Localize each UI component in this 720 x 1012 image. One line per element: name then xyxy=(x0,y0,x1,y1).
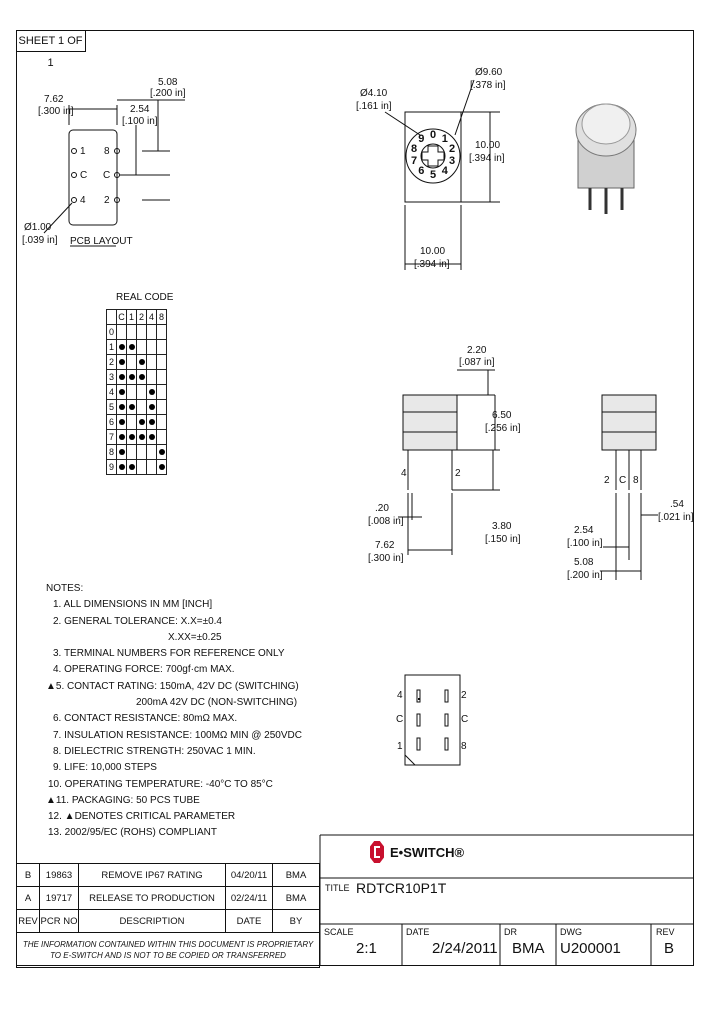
real-code-cell xyxy=(157,400,167,415)
real-code-cell xyxy=(147,415,157,430)
bottom-pin-label: 2 xyxy=(461,690,467,701)
side-pin-left: 4 xyxy=(401,468,407,479)
real-code-cell xyxy=(157,340,167,355)
real-code-position: 2 xyxy=(107,355,117,370)
real-code-header: C xyxy=(117,310,127,325)
by-cell: BMA xyxy=(273,887,320,910)
note-line: 4. OPERATING FORCE: 700gf·cm MAX. xyxy=(53,664,235,676)
real-code-cell xyxy=(117,400,127,415)
end-span-mm: 5.08 xyxy=(574,557,594,568)
dial-digit: 6 xyxy=(418,165,425,178)
real-code-cell xyxy=(137,355,147,370)
width-mm: 10.00 xyxy=(420,246,446,257)
real-code-header: 4 xyxy=(147,310,157,325)
note-line: 200mA 42V DC (NON-SWITCHING) xyxy=(136,697,298,709)
height-mm: 10.00 xyxy=(475,140,501,151)
bottom-pin-label: C xyxy=(461,714,469,725)
real-code-cell xyxy=(137,370,147,385)
real-code-position: 8 xyxy=(107,445,117,460)
real-code-cell xyxy=(157,385,167,400)
on-dot-icon xyxy=(119,434,125,440)
real-code-position: 9 xyxy=(107,460,117,475)
pcb-dim-pitch-mm: 2.54 xyxy=(130,104,150,115)
note-line: 6. CONTACT RESISTANCE: 80mΩ MAX. xyxy=(53,713,238,725)
side-lead-mm: 3.80 xyxy=(492,521,512,532)
real-code-cell xyxy=(157,460,167,475)
real-code-cell xyxy=(117,460,127,475)
on-dot-icon xyxy=(129,404,135,410)
revision-header-row xyxy=(17,910,320,933)
dial-dia-mm: Ø9.60 xyxy=(475,67,503,78)
real-code-position: 3 xyxy=(107,370,117,385)
real-code-row xyxy=(107,385,167,400)
real-code-cell xyxy=(147,325,157,340)
side-body-mm: 6.50 xyxy=(492,410,512,421)
real-code-position: 1 xyxy=(107,340,117,355)
logo-text: E•SWITCH® xyxy=(390,844,465,860)
real-code-cell xyxy=(137,460,147,475)
end-w-in: [.021 in] xyxy=(658,512,694,523)
title-label: TITLE xyxy=(325,883,350,893)
pcb-dim-left-mm: 7.62 xyxy=(44,94,64,105)
rev-cell: A xyxy=(17,887,40,910)
side-top-in: [.087 in] xyxy=(459,357,495,368)
part-title: RDTCR10P1T xyxy=(356,880,447,896)
real-code-cell xyxy=(137,340,147,355)
real-code-table xyxy=(106,309,167,475)
real-code-cell xyxy=(127,445,137,460)
note-line: X.XX=±0.25 xyxy=(168,631,222,643)
note-line: 10. OPERATING TEMPERATURE: -40°C TO 85°C xyxy=(48,778,273,790)
real-code-cell xyxy=(157,370,167,385)
dwg-label: DWG xyxy=(560,927,582,937)
side-pin-right: 2 xyxy=(455,468,461,479)
pcb-hole xyxy=(72,198,77,203)
on-dot-icon xyxy=(149,389,155,395)
note-line: 12. ▲DENOTES CRITICAL PARAMETER xyxy=(48,811,236,823)
on-dot-icon xyxy=(119,404,125,410)
desc-cell: RELEASE TO PRODUCTION xyxy=(79,887,226,910)
eswitch-logo-icon xyxy=(370,841,384,863)
side-thick-mm: .20 xyxy=(375,503,389,514)
on-dot-icon xyxy=(139,419,145,425)
on-dot-icon xyxy=(129,344,135,350)
side-lead-in: [.150 in] xyxy=(485,534,521,545)
pcb-pin-label: 2 xyxy=(104,195,110,206)
sheet-label: SHEET 1 OF 1 xyxy=(16,30,86,52)
dial-dia-in: [.378 in] xyxy=(470,80,506,91)
notes-block xyxy=(46,581,302,842)
on-dot-icon xyxy=(159,449,165,455)
real-code-cell xyxy=(127,415,137,430)
dr-label: DR xyxy=(504,927,517,937)
real-code-header: 8 xyxy=(157,310,167,325)
real-code-cell xyxy=(117,340,127,355)
pcb-hole xyxy=(72,173,77,178)
revision-row xyxy=(17,887,320,910)
scale-value: 2:1 xyxy=(356,940,377,957)
rev-header: REV xyxy=(17,910,40,933)
pcb-dim-top-mm: 5.08 xyxy=(158,77,178,88)
real-code-cell xyxy=(147,430,157,445)
real-code-row xyxy=(107,355,167,370)
dial-digit: 3 xyxy=(449,155,456,168)
side-body-in: [.256 in] xyxy=(485,423,521,434)
dial-digit: 8 xyxy=(410,142,418,155)
note-line: 7. INSULATION RESISTANCE: 100MΩ MIN @ 250VDC xyxy=(53,729,302,741)
on-dot-icon xyxy=(129,464,135,470)
real-code-cell xyxy=(137,325,147,340)
date-cell: 04/20/11 xyxy=(226,864,273,887)
pcb-pin-label: 1 xyxy=(80,146,86,157)
real-code-corner xyxy=(107,310,117,325)
rev-label: REV xyxy=(656,927,675,937)
real-code-cell xyxy=(127,430,137,445)
on-dot-icon xyxy=(129,434,135,440)
disclaimer-line: THE INFORMATION CONTAINED WITHIN THIS DOCUMENT IS PROPRIETARY xyxy=(22,940,314,949)
real-code-row xyxy=(107,325,167,340)
note-line: 1. ALL DIMENSIONS IN MM [INCH] xyxy=(53,599,213,611)
real-code-cell xyxy=(147,340,157,355)
disclaimer-line: TO E-SWITCH AND IS NOT TO BE COPIED OR TRANSFERRED xyxy=(50,951,286,960)
real-code-row xyxy=(107,460,167,475)
note-line: 9. LIFE: 10,000 STEPS xyxy=(53,762,157,774)
endview-body xyxy=(602,395,656,450)
on-dot-icon xyxy=(119,389,125,395)
pcb-dim-left-in: [.300 in] xyxy=(38,106,74,117)
real-code-cell xyxy=(137,400,147,415)
real-code-cell xyxy=(127,340,137,355)
real-code-cell xyxy=(137,445,147,460)
note-text: 5. CONTACT RATING: 150mA, 42V DC (SWITCHING) xyxy=(55,680,299,692)
end-pin-label: 2 xyxy=(604,475,610,486)
topview-slot xyxy=(422,146,444,166)
rev-value: B xyxy=(664,940,675,957)
note-line: 3. TERMINAL NUMBERS FOR REFERENCE ONLY xyxy=(53,648,285,660)
rev-cell: B xyxy=(17,864,40,887)
bottom-pin-label: 8 xyxy=(461,741,467,752)
dial-digit: 4 xyxy=(441,165,448,178)
width-in: [.394 in] xyxy=(414,259,450,270)
real-code-row xyxy=(107,340,167,355)
real-code-cell xyxy=(137,430,147,445)
bottom-pin-label: 1 xyxy=(397,741,403,752)
sideview-body xyxy=(403,395,457,450)
end-pin-label: C xyxy=(619,475,627,486)
on-dot-icon xyxy=(149,419,155,425)
pcb-layout-label: PCB LAYOUT xyxy=(70,236,133,247)
on-dot-icon xyxy=(139,434,145,440)
desc-header: DESCRIPTION xyxy=(79,910,226,933)
real-code-cell xyxy=(147,385,157,400)
iso-render xyxy=(576,104,636,214)
company-logo xyxy=(370,841,464,863)
real-code-cell xyxy=(117,370,127,385)
note-line: 13. 2002/95/EC (ROHS) COMPLIANT xyxy=(48,827,217,839)
real-code-cell xyxy=(157,355,167,370)
real-code-row xyxy=(107,400,167,415)
real-code-cell xyxy=(117,415,127,430)
scale-label: SCALE xyxy=(324,927,354,937)
real-code-position: 4 xyxy=(107,385,117,400)
bottom-pin-label: C xyxy=(396,714,404,725)
side-span-in: [.300 in] xyxy=(368,553,404,564)
real-code-cell xyxy=(117,430,127,445)
note-text: 11. PACKAGING: 50 PCS TUBE xyxy=(55,794,200,806)
real-code-cell xyxy=(117,325,127,340)
pcr-header: PCR NO xyxy=(40,910,79,933)
knob-dia-in: [.161 in] xyxy=(356,101,392,112)
note-line: 8. DIELECTRIC STRENGTH: 250VAC 1 MIN. xyxy=(53,745,256,757)
real-code-row xyxy=(107,415,167,430)
real-code-cell xyxy=(147,370,157,385)
date-value: 2/24/2011 xyxy=(432,940,498,957)
real-code-cell xyxy=(127,460,137,475)
note-line-critical: ▲5. CONTACT RATING: 150mA, 42V DC (SWITCHING) xyxy=(46,680,299,692)
real-code-position: 5 xyxy=(107,400,117,415)
dial-digit: 9 xyxy=(418,132,425,145)
real-code-cell xyxy=(137,415,147,430)
real-code-header-row xyxy=(107,310,167,325)
end-pitch-mm: 2.54 xyxy=(574,525,594,536)
real-code-position: 7 xyxy=(107,430,117,445)
real-code-cell xyxy=(147,445,157,460)
real-code-row xyxy=(107,430,167,445)
real-code-cell xyxy=(127,355,137,370)
real-code-cell xyxy=(157,415,167,430)
on-dot-icon xyxy=(119,359,125,365)
date-label: DATE xyxy=(406,927,430,937)
real-code-cell xyxy=(127,325,137,340)
real-code-cell xyxy=(157,445,167,460)
dial-digit: 0 xyxy=(430,129,437,141)
end-pitch-in: [.100 in] xyxy=(567,538,603,549)
on-dot-icon xyxy=(149,434,155,440)
dial-digit: 2 xyxy=(449,142,456,155)
on-dot-icon xyxy=(139,374,145,380)
real-code-position: 0 xyxy=(107,325,117,340)
on-dot-icon xyxy=(149,404,155,410)
by-header: BY xyxy=(273,910,320,933)
real-code-cell xyxy=(127,370,137,385)
revision-row xyxy=(17,864,320,887)
real-code-cell xyxy=(147,355,157,370)
date-header: DATE xyxy=(226,910,273,933)
disclaimer-cell xyxy=(17,933,320,968)
real-code-cell xyxy=(117,445,127,460)
on-dot-icon xyxy=(119,344,125,350)
dial-digit: 5 xyxy=(430,169,437,181)
real-code-cell xyxy=(127,385,137,400)
real-code-header: 1 xyxy=(127,310,137,325)
dr-value: BMA xyxy=(512,940,545,957)
pcr-cell: 19717 xyxy=(40,887,79,910)
real-code-header: 2 xyxy=(137,310,147,325)
side-top-mm: 2.20 xyxy=(467,345,487,356)
end-pin-label: 8 xyxy=(633,475,639,486)
by-cell: BMA xyxy=(273,864,320,887)
real-code-row xyxy=(107,370,167,385)
on-dot-icon xyxy=(139,359,145,365)
end-w-mm: .54 xyxy=(670,499,684,510)
real-code-cell xyxy=(137,385,147,400)
pcb-pin-label: 8 xyxy=(104,146,110,157)
on-dot-icon xyxy=(119,419,125,425)
real-code-cell xyxy=(157,430,167,445)
pcb-pin-label: C xyxy=(80,170,88,181)
pcb-hole-mm: Ø1.00 xyxy=(24,222,52,233)
disclaimer-row xyxy=(17,933,320,968)
real-code-cell xyxy=(157,325,167,340)
real-code-cell xyxy=(147,460,157,475)
end-span-in: [.200 in] xyxy=(567,570,603,581)
height-in: [.394 in] xyxy=(469,153,505,164)
pcb-dim-top-in: [.200 in] xyxy=(150,88,186,99)
side-span-mm: 7.62 xyxy=(375,540,395,551)
pcb-pin-label: 4 xyxy=(80,195,86,206)
side-thick-in: [.008 in] xyxy=(368,516,404,527)
pcr-cell: 19863 xyxy=(40,864,79,887)
notes-title: NOTES: xyxy=(46,583,84,594)
date-cell: 02/24/11 xyxy=(226,887,273,910)
note-line: 2. GENERAL TOLERANCE: X.X=±0.4 xyxy=(53,615,222,627)
real-code-title: REAL CODE xyxy=(116,292,174,303)
dwg-value: U200001 xyxy=(560,940,621,957)
real-code-cell xyxy=(117,355,127,370)
pcb-hole-in: [.039 in] xyxy=(22,235,58,246)
pcb-hole xyxy=(72,149,77,154)
real-code-cell xyxy=(147,400,157,415)
real-code-position: 6 xyxy=(107,415,117,430)
on-dot-icon xyxy=(119,464,125,470)
note-line-critical: ▲11. PACKAGING: 50 PCS TUBE xyxy=(46,794,200,806)
pcb-dim-pitch-in: [.100 in] xyxy=(122,116,158,127)
on-dot-icon xyxy=(129,374,135,380)
dial-digit: 7 xyxy=(410,155,418,168)
on-dot-icon xyxy=(119,449,125,455)
real-code-row xyxy=(107,445,167,460)
on-dot-icon xyxy=(119,374,125,380)
bottom-pin-label: 4 xyxy=(397,690,403,701)
pcb-pin-label: C xyxy=(103,170,111,181)
real-code-cell xyxy=(117,385,127,400)
knob-dia-mm: Ø4.10 xyxy=(360,88,388,99)
desc-cell: REMOVE IP67 RATING xyxy=(79,864,226,887)
bottomview-body xyxy=(405,675,460,765)
on-dot-icon xyxy=(159,464,165,470)
real-code-cell xyxy=(127,400,137,415)
revision-table xyxy=(16,863,320,968)
dial-digit: 1 xyxy=(441,132,448,145)
